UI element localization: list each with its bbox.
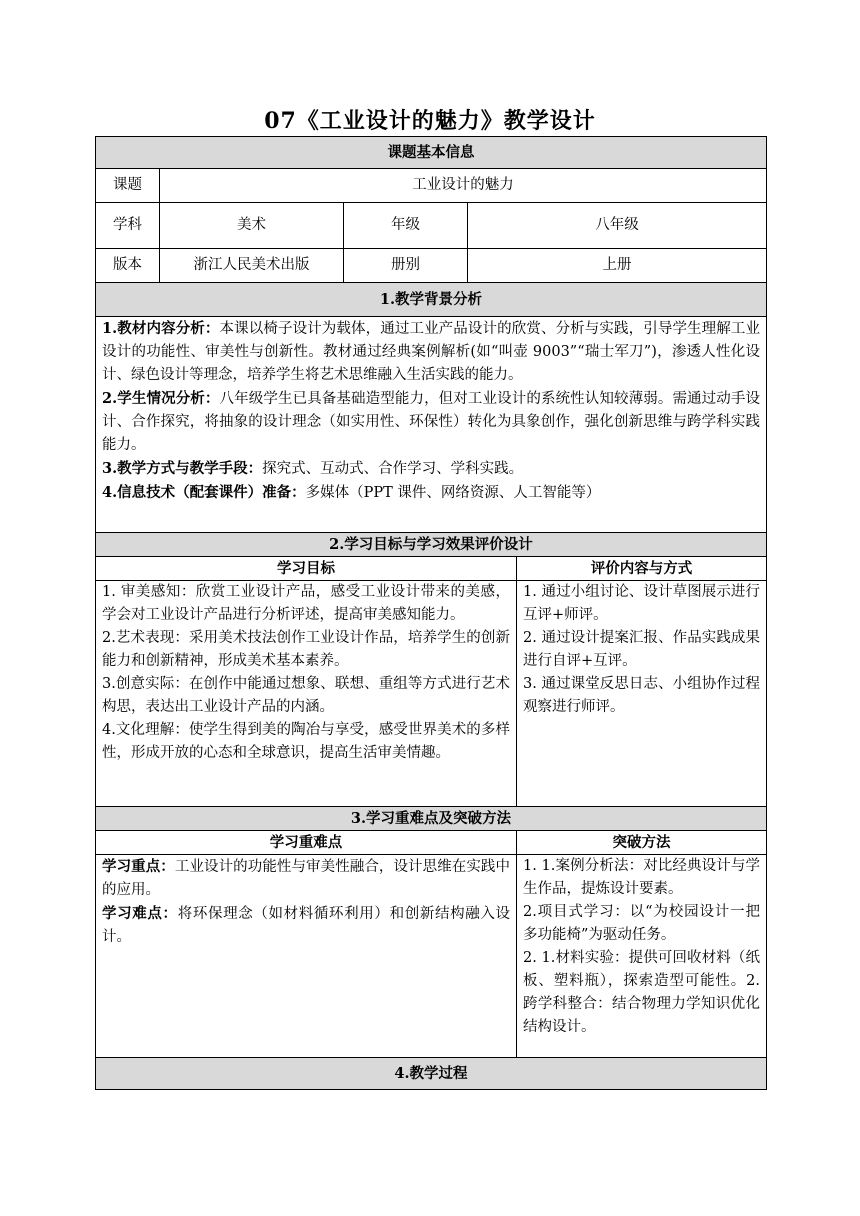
- subject-value: 美术: [160, 203, 344, 249]
- basic-info-header: 课题基本信息: [96, 137, 767, 169]
- difficulty-point-text: 将环保理念（如材料循环利用）和创新结构融入设计。: [102, 906, 511, 945]
- student-analysis-text: 八年级学生已具备基础造型能力，但对工业设计的系统性认知较薄弱。需通过动手设计、合作探究，将抽象的设计理念（如实用性、环保性）转化为具象创作，强化创新思维与跨学科实践能力。: [102, 391, 761, 453]
- key-point: [102, 855, 510, 902]
- edition-value: 浙江人民美术出版: [160, 249, 344, 283]
- method-item: 1. 1.案例分析法：对比经典设计与学生作品，提炼设计要素。: [523, 858, 760, 897]
- grade-value: 八年级: [468, 203, 767, 249]
- it-preparation-text: 多媒体（PPT 课件、网络资源、人工智能等）: [305, 485, 601, 501]
- grade-label: 年级: [344, 203, 468, 249]
- difficulty-point-label: 学习难点：: [102, 905, 178, 922]
- objectives-cell: [96, 581, 517, 807]
- teaching-methods: [102, 457, 760, 481]
- goals-header: 2.学习目标与学习效果评价设计: [96, 533, 767, 557]
- volume-value: 上册: [468, 249, 767, 283]
- background-header: 1.教学背景分析: [96, 283, 767, 317]
- key-point-label: 学习重点：: [102, 858, 175, 875]
- background-content: [96, 317, 767, 533]
- method-item: 2. 1.材料实验：提供可回收材料（纸板、塑料瓶），探索造型可能性。2.跨学科整合：结合物理力学知识优化结构设计。: [523, 950, 760, 1035]
- method-item: 2.项目式学习：以“为校园设计一把多功能椅”为驱动任务。: [523, 904, 760, 943]
- evaluation-cell: [517, 581, 767, 807]
- teaching-methods-label: 3.教学方式与教学手段：: [102, 460, 263, 477]
- evaluation-item: 2. 通过设计提案汇报、作品实践成果进行自评+互评。: [523, 630, 760, 669]
- evaluation-item: 3. 通过课堂反思日志、小组协作过程观察进行师评。: [523, 676, 760, 715]
- edition-label: 版本: [96, 249, 160, 283]
- objective-item: 2.艺术表现：采用美术技法创作工业设计作品，培养学生的创新能力和创新精神，形成美术基本素养。: [102, 630, 510, 669]
- student-analysis: [102, 387, 760, 457]
- textbook-analysis-text: 本课以椅子设计为载体，通过工业产品设计的欣赏、分析与实践，引导学生理解工业设计的功能性、审美性与创新性。教材通过经典案例解析(如“叫壶 9003”“瑞士军刀”)，渗透人性化设计、绿色设计等理念，培养学生将艺术思维融入生活实践的能力。: [102, 321, 761, 383]
- keypoints-col-methods: 突破方法: [517, 831, 767, 855]
- volume-label: 册别: [344, 249, 468, 283]
- subject-label: 学科: [96, 203, 160, 249]
- it-preparation-label: 4.信息技术（配套课件）准备：: [102, 484, 306, 501]
- difficulty-point: [102, 902, 510, 949]
- key-point-text: 工业设计的功能性与审美性融合，设计思维在实践中的应用。: [102, 859, 511, 898]
- objective-item: 1. 审美感知：欣赏工业设计产品，感受工业设计带来的美感，学会对工业设计产品进行分析评述，提高审美感知能力。: [102, 584, 510, 623]
- student-analysis-label: 2.学生情况分析：: [102, 390, 220, 407]
- textbook-analysis-label: 1.教材内容分析：: [102, 320, 220, 337]
- teaching-methods-text: 探究式、互动式、合作学习、学科实践。: [262, 461, 524, 477]
- document-title: 07《工业设计的魅力》教学设计: [264, 108, 596, 134]
- textbook-analysis: [102, 317, 760, 387]
- it-preparation: [102, 481, 760, 505]
- goals-col-objectives: 学习目标: [96, 557, 517, 581]
- keypoints-col-points: 学习重难点: [96, 831, 517, 855]
- process-header: 4.教学过程: [96, 1058, 767, 1090]
- lesson-plan-table: [95, 136, 767, 1090]
- topic-value: 工业设计的魅力: [160, 169, 767, 203]
- evaluation-item: 1. 通过小组讨论、设计草图展示进行互评+师评。: [523, 584, 760, 623]
- objective-item: 3.创意实际：在创作中能通过想象、联想、重组等方式进行艺术构思，表达出工业设计产品的内涵。: [102, 676, 510, 715]
- keypoints-cell: [96, 855, 517, 1058]
- objective-item: 4.文化理解：使学生得到美的陶冶与享受，感受世界美术的多样性，形成开放的心态和全球意识，提高生活审美情趣。: [102, 722, 510, 761]
- goals-col-evaluation: 评价内容与方式: [517, 557, 767, 581]
- keypoints-header: 3.学习重难点及突破方法: [96, 807, 767, 831]
- topic-label: 课题: [96, 169, 160, 203]
- methods-cell: [517, 855, 767, 1058]
